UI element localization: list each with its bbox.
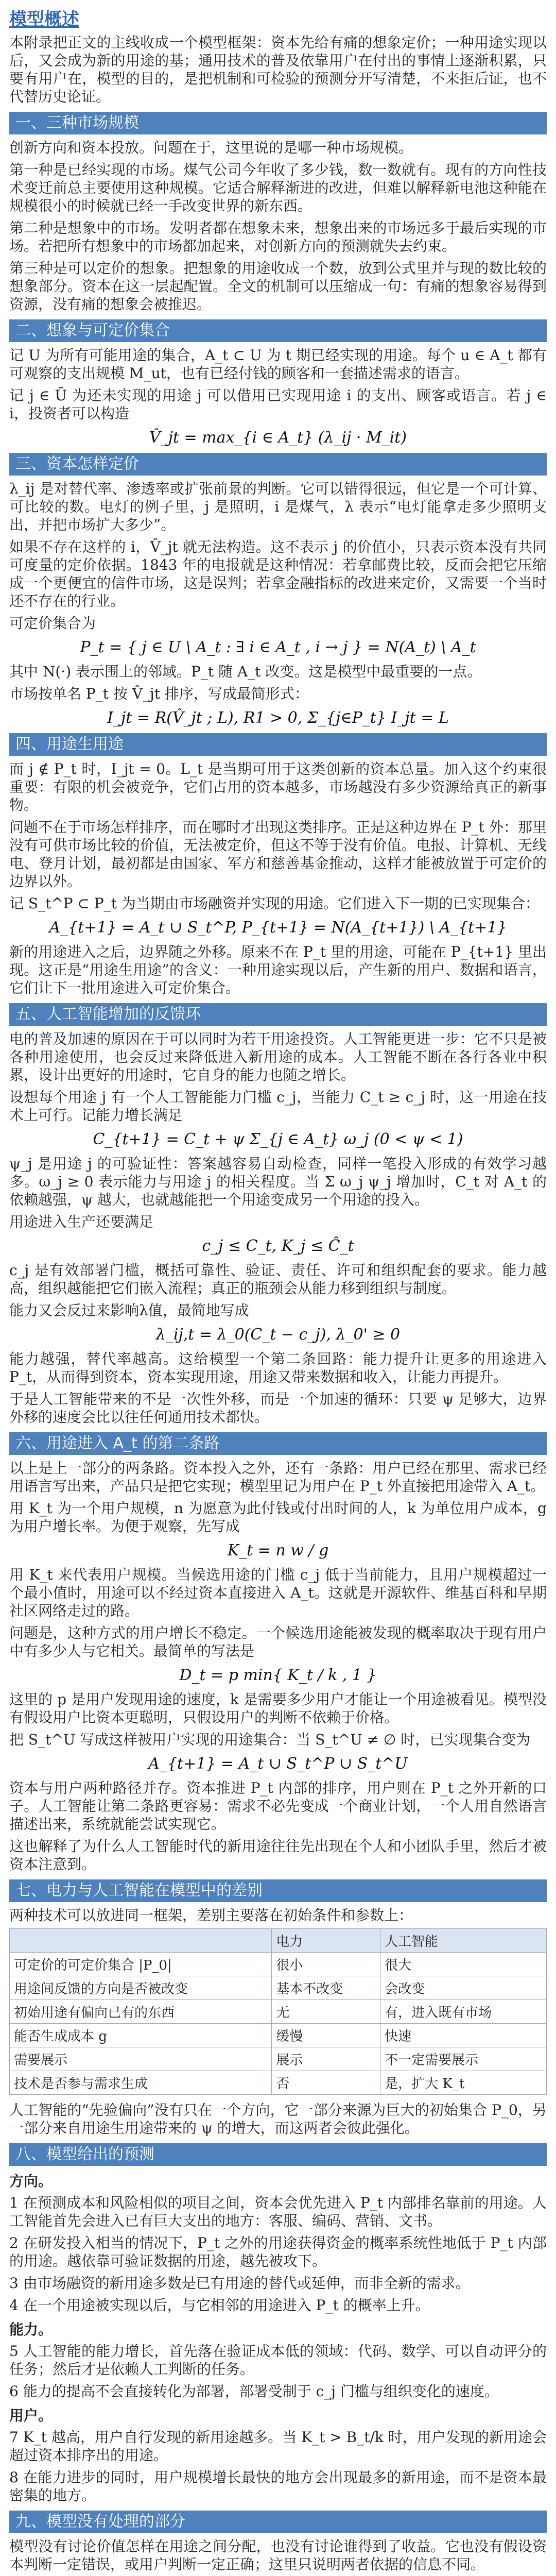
paragraph: 第三种是可以定价的想象。把想象的用途收成一个数，放到公式里并与现的数比较的想象部分。资本在这一层起配置。全文的机制可以压缩成一句：有痛的想象容易得到资源，没有痛的想象会被推迟。: [9, 260, 547, 313]
table-cell: 需要展示: [10, 2047, 272, 2071]
paragraph: 能力越强，替代率越高。这给模型一个第二条回路：能力提升让更多的用途进入 P_t，从而得到资本，资本实现用途，用途又带来数据和收入，让能力再提升。: [9, 1350, 547, 1385]
paragraph: 用 K_t 来代表用户规模。当候选用途的门槛 c_j 低于当前能力，且用户规模超过一个最小值时，用途可以不经过资本直接进入 A_t。这就是开源软件、维基百科和早期社区网络走过的路。: [9, 1566, 547, 1619]
formula: C_{t+1} = C_t + ψ Σ_{j ∈ A_t} ω_j (0 < ψ < 1): [93, 1130, 463, 1148]
paragraph: 模型没有讨论价值怎样在用途之间分配，也没有讨论谁得到了收益。它也没有假设资本判断一定错误，或用户判断一定正确；这里只说明两者依据的信息不同。: [9, 2538, 547, 2573]
section-heading: 一、三种市场规模: [9, 112, 547, 134]
section-heading: 六、用途进入 A_t 的第二条路: [9, 1432, 547, 1455]
prediction-item: 5 人工智能的能力增长，首先落在验证成本低的领域：代码、数学、可以自动评分的任务；然后才是依赖人工判断的任务。: [9, 2343, 547, 2378]
paragraph: ψ_j 是用途 j 的可验证性：答案越容易自动检查，同样一笔投入形成的有效学习越多。ω_j ≥ 0 表示能力与用途 j 的相关程度。当 Σ ω_j ψ_j 增加时，C_t 对 A_t 的依赖越强，ψ 越大，也就越能把一个用途变成另一个用途的投入。: [9, 1155, 547, 1208]
prediction-item: 4 在一个用途被实现以后，与它相邻的用途进入 P_t 的概率上升。: [9, 2297, 430, 2314]
paragraph: 而 j ∉ P_t 时，I_jt = 0。L_t 是当期可用于这类创新的资本总量。加入这个约束很重要：有限的机会被竞争，它们占用的资本越多，市场越没有多少资源给真正的新事物。: [9, 760, 547, 814]
paragraph: 第二种是想象中的市场。发明者都在想象未来，想象出来的市场远多于最后实现的市场。若把所有想象中的市场都加起来，对创新方向的预测就失去约束。: [9, 219, 547, 255]
paragraph: 记 U 为所有可能用途的集合，A_t ⊂ U 为 t 期已经实现的用途。每个 u ∈ A_t 都有可观察的支出规模 M_ut，也有已经付钱的顾客和一套描述需求的语言。: [9, 347, 547, 382]
table-cell: 很小: [272, 1953, 380, 1976]
section-heading: 二、想象与可定价集合: [9, 319, 547, 342]
paragraph: 新的用途进入之后，边界随之外移。原来不在 P_t 里的用途，可能在 P_{t+1} 里出现。这正是“用途生用途”的含义：一种用途实现以后，产生新的用户、数据和语言，它们让下一批用途进入可定价集合。: [9, 943, 547, 996]
section-heading: 四、用途生用途: [9, 733, 547, 756]
table-cell: 展示: [272, 2047, 380, 2071]
paragraph: 可定价集合为: [9, 615, 96, 632]
table-cell: 是，扩大 K_t: [380, 2071, 547, 2095]
prediction-item: 6 能力的提高不会直接转化为部署，部署受制于 c_j 门槛与组织变化的速度。: [9, 2383, 499, 2400]
table-row: [10, 1953, 547, 1976]
table-row: [10, 2024, 547, 2047]
paragraph: 能力又会反过来影响λ值，最简地写成: [9, 1302, 249, 1319]
table-cell: 用途间反馈的方向是否被改变: [10, 1976, 272, 2000]
table-header-cell: [10, 1929, 272, 1953]
section-heading: 八、模型给出的预测: [9, 2143, 547, 2166]
table-header-cell: 人工智能: [380, 1929, 547, 1953]
paragraph: 用途进入生产还要满足: [9, 1213, 154, 1230]
table-header-cell: 电力: [272, 1929, 380, 1953]
formula: A_{t+1} = A_t ∪ S_t^P, P_{t+1} = N(A_{t+1}) \ A_{t+1}: [49, 919, 507, 937]
table-cell: 否: [272, 2071, 380, 2095]
formula: λ_ij,t = λ_0(C_t − c_j), λ_0' ≥ 0: [155, 1326, 401, 1344]
formula: D_t = p min{ K_t / k , 1 }: [179, 1666, 377, 1684]
table-cell: 会改变: [380, 1976, 547, 2000]
formula: K_t = n w / g: [227, 1541, 329, 1560]
doc-title[interactable]: 模型概述: [9, 9, 79, 30]
paragraph: 这也解释了为什么人工智能时代的新用途往往先出现在个人和小团队手里，然后才被资本注意到。: [9, 1838, 547, 1873]
paragraph: 记 j ∈ Ū 为还未实现的用途 j 可以借用已实现用途 i 的支出、顾客或语言。若 j ∈ i，投资者可以构造: [9, 387, 547, 422]
prediction-item: 3 由市场融资的新用途多数是已有用途的替代或延伸，而非全新的需求。: [9, 2275, 470, 2292]
prediction-item: 7 K_t 越高，用户自行发现的新用途越多。当 K_t > B_t/k 时，用户发现的新用途会超过资本排序出的用途。: [9, 2429, 547, 2464]
paragraph: 用 K_t 为一个用户规模，n 为愿意为此付钱或付出时间的人，k 为单位用户成本，g 为用户增长率。为便于观察，先写成: [9, 1500, 547, 1535]
formula: c_j ≤ C_t, K_j ≤ Ĉ_t: [202, 1237, 354, 1255]
prediction-item: 8 在能力进步的同时，用户规模增长最快的地方会出现最多的新用途，而不是资本最密集的地方。: [9, 2469, 547, 2504]
formula: P_t = { j ∈ U \ A_t : ∃ i ∈ A_t , i → j } = N(A_t) \ A_t: [80, 638, 476, 656]
paragraph: 电的普及加速的原因在于可以同时为若干用途投资。人工智能更进一步：它不只是被各种用途使用，也会反过来降低进入新用途的成本。人工智能不断在各行各业中积累，设计出更好的用途时，它自身的能力也随之增长。: [9, 1030, 547, 1083]
paragraph: 于是人工智能带来的不是一次性外移，而是一个加速的循环：只要 ψ 足够大，边界外移的速度会比以往任何通用技术都快。: [9, 1391, 547, 1426]
formula: V̂_jt = max_{i ∈ A_t} (λ_ij · M_it): [149, 429, 407, 447]
section-heading: 九、模型没有处理的部分: [9, 2511, 547, 2533]
paragraph: 把 S_t^U 写成这样被用户实现的用途集合：当 S_t^U ≠ ∅ 时，已实现集合变为: [9, 1731, 531, 1748]
paragraph: 问题不在于市场怎样排序，而在哪时才出现这类排序。正是这种边界在 P_t 外：那里没有可供市场比较的价值，无法被定价，但这不等于没有价值。电报、计算机、无线电、登月计划，最初都是由国家、军方和慈善基金推动，这样才能被放置于可定价的边界以外。: [9, 819, 547, 890]
paragraph: 第一种是已经实现的市场。煤气公司今年收了多少钱，数一数就有。现有的方向性技术变迁前总主要使用这种规模。它适合解释渐进的改进，但难以解释新电池这种能在规模很小的时候就已经一手改变世界的新东西。: [9, 161, 547, 214]
paragraph: λ_ij 是对替代率、渗透率或扩张前景的判断。它可以错得很远，但它是一个可计算、可比较的数。电灯的例子里，j 是照明，i 是煤气，λ 表示“电灯能拿走多少照明支出，并把市场扩大多少”。: [9, 480, 547, 533]
paragraph: 人工智能的“先验偏向”没有只在一个方向，它一部分来源为巨大的初始集合 P_0，另一部分来自用途生用途带来的 ψ 的增大，而这两者会彼此强化。: [9, 2102, 547, 2137]
formula: A_{t+1} = A_t ∪ S_t^P ∪ S_t^U: [148, 1755, 408, 1773]
paragraph: 如果不存在这样的 i，V̂_jt 就无法构造。这不表示 j 的价值小，只表示资本没有共同可度量的定价依据。1843 年的电报就是这种情况：若拿邮费比较，反而会把它压缩成一个更便宜的信件市场，这是误判；若拿金融指标的改进来定价，又需要一个当时还不存在的行业。: [9, 538, 547, 609]
sub-heading: 能力。: [9, 2321, 53, 2338]
table-row: [10, 1976, 547, 2000]
paragraph: 创新方向和资本投放。问题在于，这里说的是哪一种市场规模。: [9, 139, 413, 156]
table-row: [10, 2047, 547, 2071]
comparison-table: [9, 1928, 547, 2095]
paragraph: c_j 是有效部署门槛，概括可靠性、验证、责任、许可和组织配套的要求。能力越高，组织越能把它们嵌入流程；真正的瓶颈会从能力移到组织与制度。: [9, 1262, 547, 1297]
section-heading: 五、人工智能增加的反馈环: [9, 1003, 547, 1026]
table-header-row: [10, 1929, 547, 1953]
sub-heading: 用户。: [9, 2407, 53, 2424]
paragraph: 其中 N(·) 表示围上的邻域。P_t 随 A_t 改变。这是模型中最重要的一点。: [9, 663, 482, 680]
section-heading: 三、资本怎样定价: [9, 453, 547, 476]
prediction-item: 1 在预测成本和风险相似的项目之间，资本会优先进入 P_t 内部排名靠前的用途。人工智能首先会进入已有巨大支出的地方：客服、编码、营销、文书。: [9, 2194, 547, 2229]
paragraph: 设想每个用途 j 有一个人工智能能力门槛 c_j，当能力 C_t ≥ c_j 时，这一用途在技术上可行。记能力增长满足: [9, 1089, 547, 1124]
table-cell: 缓慢: [272, 2024, 380, 2047]
paragraph: 记 S_t^P ⊂ P_t 为当期由市场融资并实现的用途。它们进入下一期的已实现集合：: [9, 895, 540, 912]
table-row: [10, 2071, 547, 2095]
table-row: [10, 2000, 547, 2024]
intro-paragraph: 本附录把正文的主线收成一个模型框架：资本先给有痛的想象定价；一种用途实现以后，又会成为新的用途的基；通用技术的普及依靠用户在付出的事情上逐渐积累，只要有用户在，模型的目的，是把机制和可检验的预测分开写清楚，不来拒后证，也不代替历史论证。: [9, 34, 547, 105]
sub-heading: 方向。: [9, 2173, 53, 2190]
prediction-item: 2 在研发投入相当的情况下，P_t 之外的用途获得资金的概率系统性地低于 P_t 内部的用途。越依靠可验证数据的用途，越先被攻下。: [9, 2234, 547, 2269]
table-cell: 可定价的可定价集合 |P_0|: [10, 1953, 272, 1976]
table-cell: 基本不改变: [272, 1976, 380, 2000]
paragraph: 资本与用户两种路径并存。资本推进 P_t 内部的排序，用户则在 P_t 之外开新的口子。人工智能让第二条路更容易：需求不必先变成一个商业计划，一个人用自然语言描述出来，系统就能尝试实现它。: [9, 1780, 547, 1833]
table-cell: 技术是否参与需求生成: [10, 2071, 272, 2095]
section-heading: 七、电力与人工智能在模型中的差别: [9, 1879, 547, 1902]
paragraph: 市场按单名 P_t 按 V̂_jt 排序，写成最简形式：: [9, 685, 309, 702]
table-cell: 能否生成成本 g: [10, 2024, 272, 2047]
table-cell: 初始用途有偏向已有的东西: [10, 2000, 272, 2024]
paragraph: 以上是上一部分的两条路。资本投入之外，还有一条路：用户已经在那里、需求已经用语言写出来，产品只是把它实现；模型里记为用户在 P_t 外直接把用途带入 A_t。: [9, 1460, 547, 1495]
table-cell: 很大: [380, 1953, 547, 1976]
table-cell: 有，进入既有市场: [380, 2000, 547, 2024]
paragraph: 这里的 p 是用户发现用途的速度，k 是需要多少用户才能让一个用途被看见。模型没有假设用户比资本更聪明，只假设用户的判断不依赖于价格。: [9, 1691, 547, 1726]
table-cell: 快速: [380, 2024, 547, 2047]
paragraph: 两种技术可以放进同一框架，差别主要落在初始条件和参数上：: [9, 1907, 413, 1924]
table-cell: 无: [272, 2000, 380, 2024]
table-cell: 不一定需要展示: [380, 2047, 547, 2071]
formula: I_jt = R(V̂_jt ; L), R1 > 0, Σ_{j∈P_t} I_jt = L: [107, 709, 449, 727]
paragraph: 问题是，这种方式的用户增长不稳定。一个候选用途能被发现的概率取决于现有用户中有多少人与它相关。最简单的写法是: [9, 1624, 547, 1659]
